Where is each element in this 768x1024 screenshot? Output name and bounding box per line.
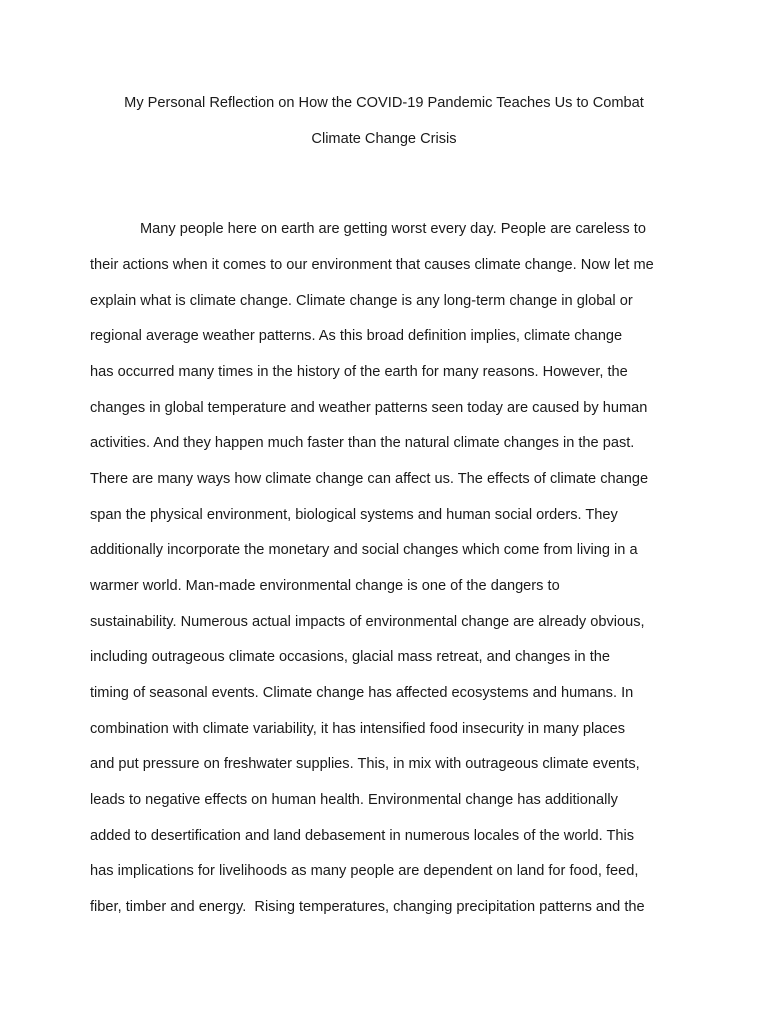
body-line: including outrageous climate occasions, glacial mass retreat, and changes in the <box>90 649 610 665</box>
body-line: additionally incorporate the monetary and social changes which come from living in a <box>90 542 638 558</box>
body-line: activities. And they happen much faster than the natural climate changes in the past. <box>90 435 635 451</box>
body-line: changes in global temperature and weather patterns seen today are caused by human <box>90 400 648 416</box>
body-line: their actions when it comes to our environment that causes climate change. Now let me <box>90 257 654 273</box>
body-line: and put pressure on freshwater supplies. This, in mix with outrageous climate events, <box>90 756 640 772</box>
body-line: warmer world. Man-made environmental change is one of the dangers to <box>90 578 560 594</box>
body-line: added to desertification and land debasement in numerous locales of the world. This <box>90 828 635 844</box>
body-line: sustainability. Numerous actual impacts of environmental change are already obvious, <box>90 614 645 630</box>
body-line: regional average weather patterns. As this broad definition implies, climate change <box>90 328 623 344</box>
body-line: timing of seasonal events. Climate change has affected ecosystems and humans. In <box>90 685 634 701</box>
body-line: has implications for livelihoods as many people are dependent on land for food, feed, <box>90 863 639 879</box>
body-line: combination with climate variability, it has intensified food insecurity in many places <box>90 721 626 737</box>
body-line: span the physical environment, biological systems and human social orders. They <box>90 507 618 523</box>
body-line: explain what is climate change. Climate change is any long-term change in global or <box>90 293 633 309</box>
body-line: leads to negative effects on human health. Environmental change has additionally <box>90 792 618 808</box>
body-line: Many people here on earth are getting worst every day. People are careless to <box>140 221 646 237</box>
document-title-line-1: My Personal Reflection on How the COVID-19 Pandemic Teaches Us to Combat <box>124 95 644 111</box>
body-line: has occurred many times in the history of the earth for many reasons. However, the <box>90 364 628 380</box>
document-title-line-2: Climate Change Crisis <box>311 131 457 147</box>
body-line: fiber, timber and energy. Rising temperatures, changing precipitation patterns and the <box>90 899 645 915</box>
body-line: There are many ways how climate change can affect us. The effects of climate change <box>90 471 649 487</box>
